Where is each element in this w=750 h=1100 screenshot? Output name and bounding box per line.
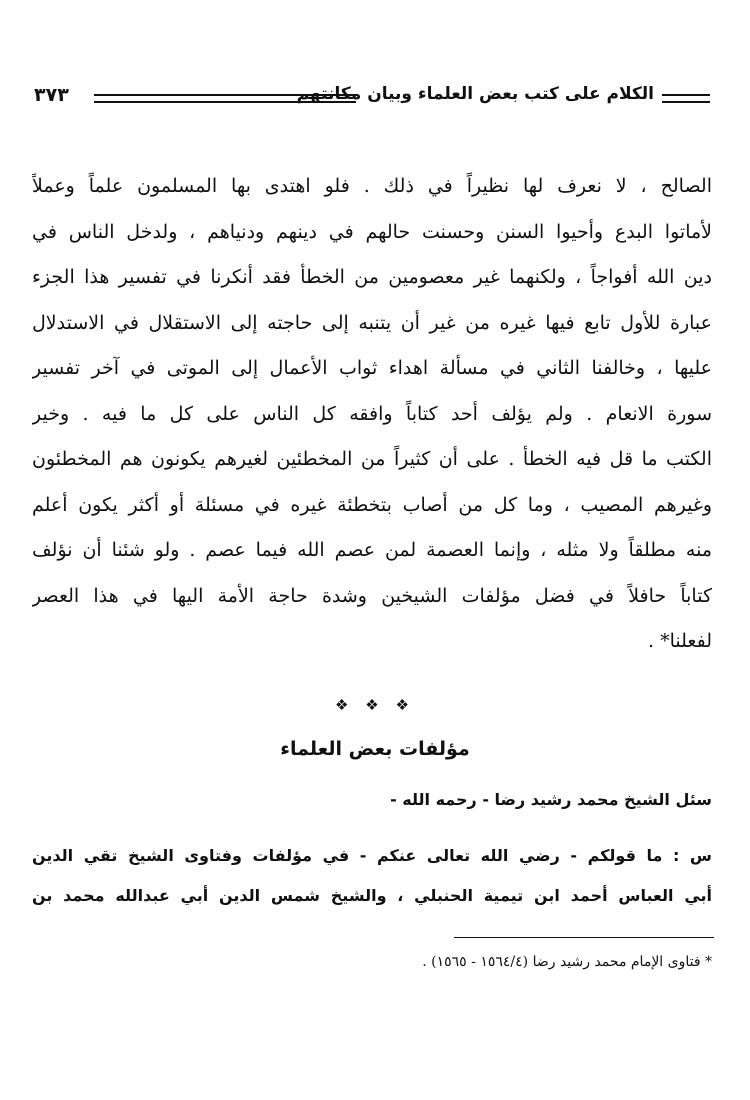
question-paragraph (32, 836, 712, 916)
body-line: منه مطلقاً ولا مثله ، وإنما العصمة لمن عصم الله فيما عصم . ولو شئنا أن نؤلف (32, 539, 712, 561)
body-line: الصالح ، لا نعرف لها نظيراً في ذلك . فلو اهتدى بها المسلمون علماً وعملاً (32, 175, 712, 197)
header-rule-left (94, 94, 356, 103)
body-line: الكتب ما قل فيه الخطأ . على أن كثيراً من المخطئين لغيرهم يكونون هم المخطئون (32, 448, 712, 470)
body-line: دين الله أفواجاً ، ولكنهما غير معصومين من الخطأ فقد أنكرنا في تفسير هذا الجزء (32, 266, 712, 288)
footnote-separator (454, 937, 714, 938)
section-ornament: ❖ ❖ ❖ (335, 696, 415, 714)
body-line: عليها ، وخالفنا الثاني في مسألة اهداء ثواب الأعمال إلى الموتى في آخر تفسير (32, 357, 712, 379)
question-line: أبي العباس أحمد ابن تيمية الحنبلي ، والشيخ شمس الدين أبي عبدالله محمد بن (32, 886, 712, 905)
section-title: مؤلفات بعض العلماء (280, 738, 470, 760)
page-number: ٣٧٣ (34, 84, 69, 106)
body-paragraph (32, 164, 712, 665)
body-line: كتاباً حافلاً في فضل مؤلفات الشيخين وشدة حاجة الأمة اليها في هذا العصر (32, 584, 712, 607)
running-title: الكلام على كتب بعض العلماء وبيان مكانتهم (296, 84, 654, 104)
body-line: سورة الانعام . ولم يؤلف أحد كتاباً وافقه كل الناس على كل ما فيه . وخير (32, 402, 712, 425)
body-line: لأماتوا البدع وأحيوا السنن وحسنت حالهم في دينهم ودنياهم ، ولدخل الناس في (32, 220, 712, 243)
header-rule-right (662, 94, 710, 103)
body-line: وغيرهم المصيب ، وما كل من أصاب بتخطئة غيره في مسئلة أو أكثر يكون أعلم (32, 493, 712, 516)
question-line: س : ما قولكم - رضي الله تعالى عنكم - في مؤلفات وفتاوى الشيخ تقي الدين (32, 846, 712, 865)
page-header (34, 82, 710, 112)
footnote: * فتاوى الإمام محمد رشيد رضا (١٥٦٤/٤ - ١٥٦٥) . (422, 954, 712, 970)
question-intro: سئل الشيخ محمد رشيد رضا - رحمه الله - (390, 790, 712, 809)
body-line-final: لفعلنا* . (648, 630, 712, 652)
body-line: عبارة للأول تابع فيها غيره من غير أن يتنبه إلى حاجته إلى الاستقلال في الاستدلال (32, 311, 712, 334)
